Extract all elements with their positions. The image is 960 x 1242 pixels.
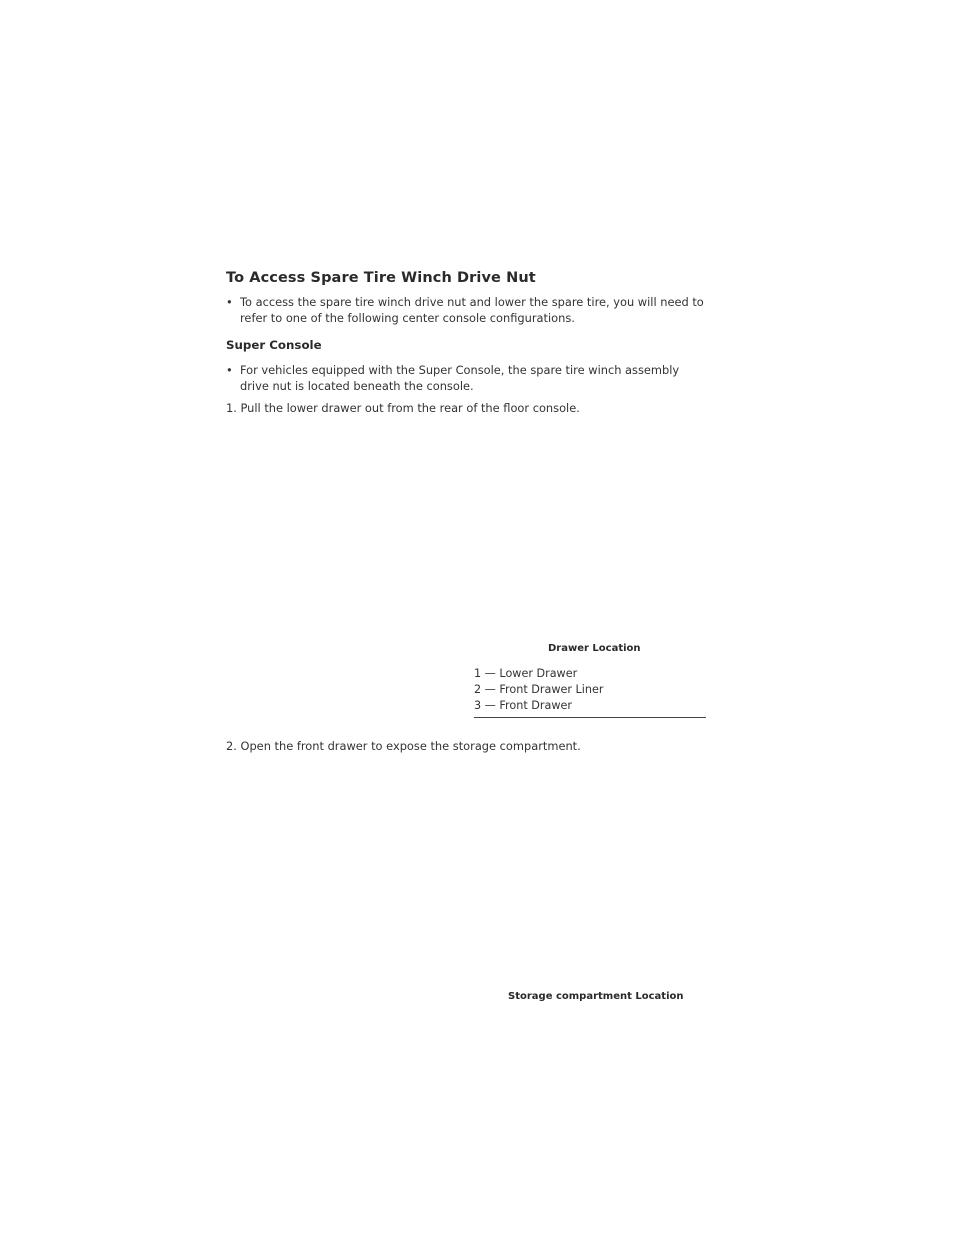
legend-item-front-drawer: 3 — Front Drawer bbox=[474, 699, 572, 712]
legend-item-front-drawer-liner: 2 — Front Drawer Liner bbox=[474, 683, 604, 696]
figure-caption-storage-compartment: Storage compartment Location bbox=[508, 991, 684, 1002]
bullet-marker: • bbox=[226, 363, 233, 377]
intro-bullet-text: To access the spare tire winch drive nut and lower the spare tire, you will need to refer to one of the following center console configurations. bbox=[240, 295, 704, 325]
step-1: 1. Pull the lower drawer out from the rear of the floor console. bbox=[226, 401, 580, 415]
figure-caption-drawer-location: Drawer Location bbox=[548, 643, 641, 654]
bullet-marker: • bbox=[226, 295, 233, 309]
section-title: To Access Spare Tire Winch Drive Nut bbox=[226, 270, 536, 286]
step-2: 2. Open the front drawer to expose the storage compartment. bbox=[226, 739, 581, 753]
legend-item-lower-drawer: 1 — Lower Drawer bbox=[474, 667, 578, 680]
super-console-bullet-text: For vehicles equipped with the Super Console, the spare tire winch assembly drive nut is located beneath the console. bbox=[240, 363, 680, 393]
super-console-bullet bbox=[226, 362, 710, 394]
super-console-heading: Super Console bbox=[226, 338, 322, 352]
figure-legend bbox=[474, 666, 706, 718]
intro-bullet bbox=[226, 294, 710, 326]
